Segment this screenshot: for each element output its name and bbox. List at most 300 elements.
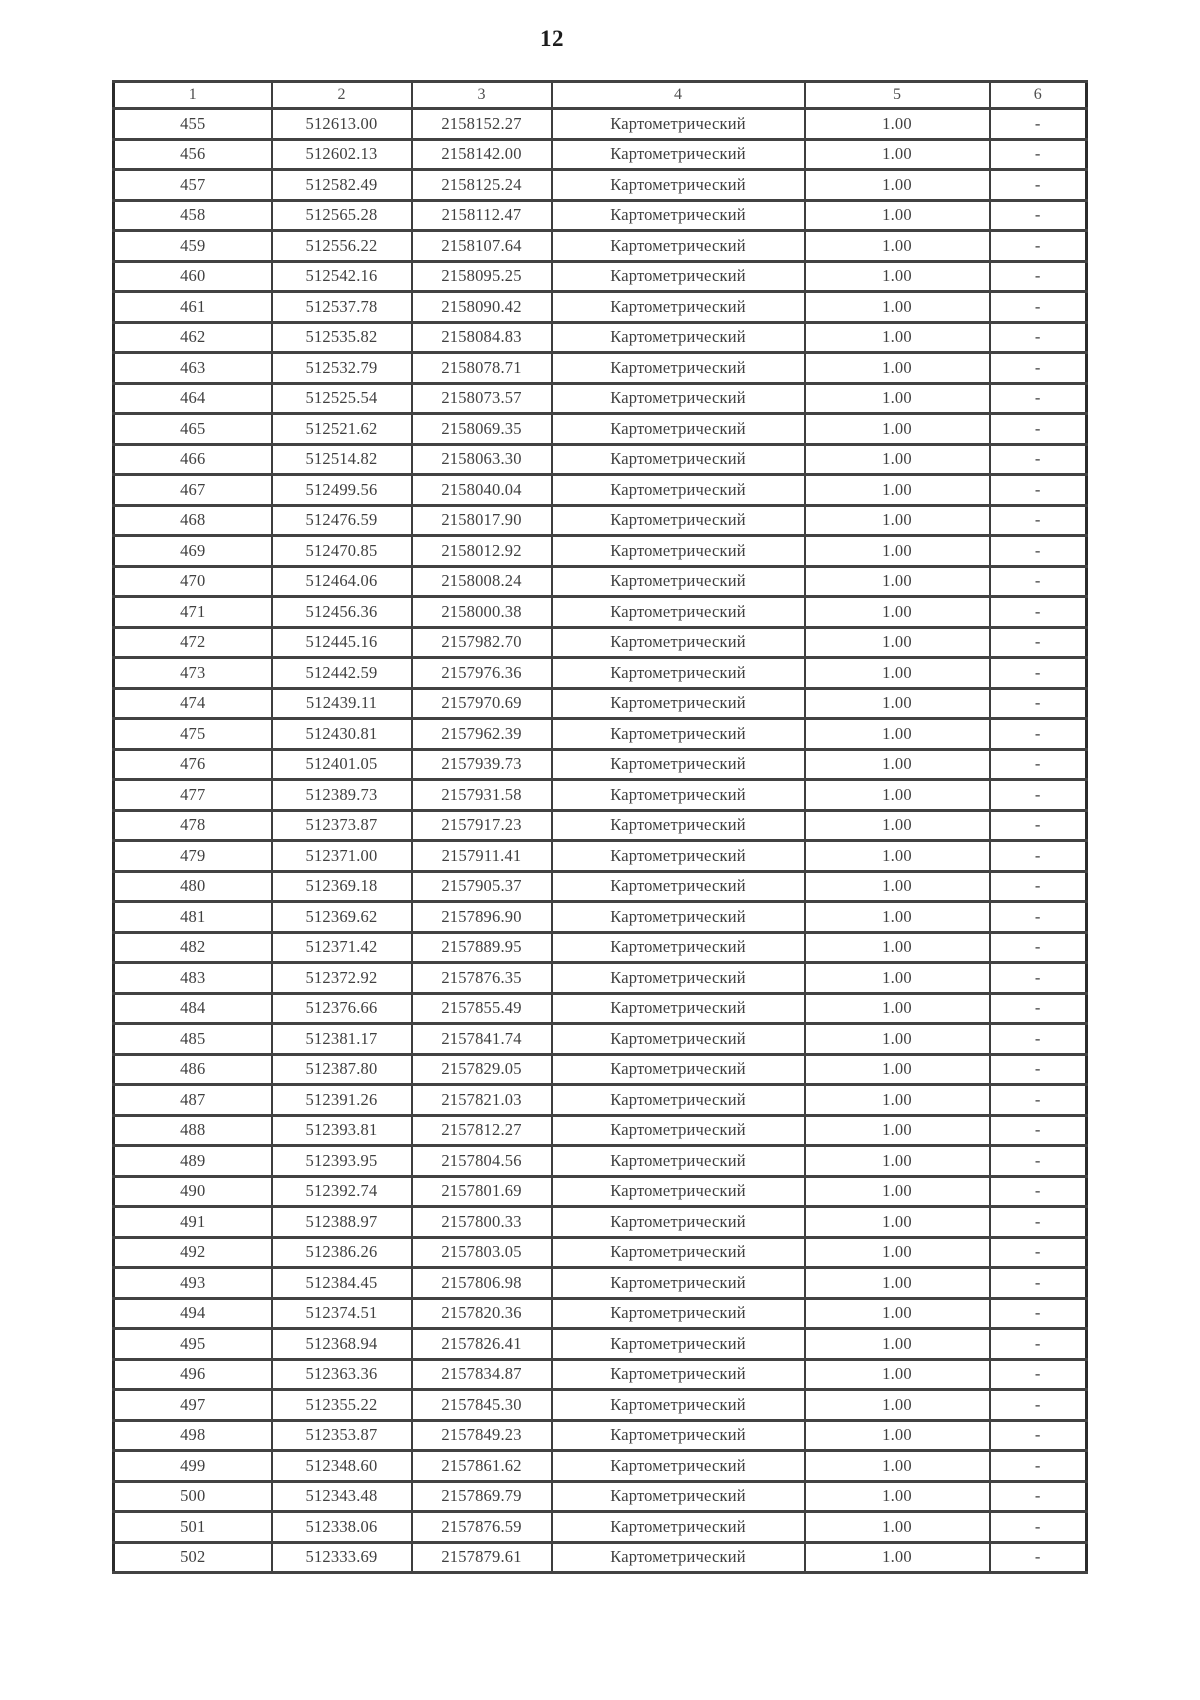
cell-coordinate-x: 512401.05 — [272, 749, 412, 780]
cell-accuracy: 1.00 — [805, 231, 990, 262]
cell-coordinate-x: 512525.54 — [272, 383, 412, 414]
table-row — [114, 1329, 1087, 1360]
table-row — [114, 536, 1087, 567]
cell-accuracy: 1.00 — [805, 841, 990, 872]
cell-coordinate-y: 2158107.64 — [412, 231, 552, 262]
cell-accuracy: 1.00 — [805, 1268, 990, 1299]
cell-coordinate-y: 2157876.35 — [412, 963, 552, 994]
cell-method: Картометрический — [552, 1329, 805, 1360]
cell-method: Картометрический — [552, 1359, 805, 1390]
table-body — [114, 109, 1087, 1573]
cell-method: Картометрический — [552, 383, 805, 414]
cell-coordinate-y: 2157982.70 — [412, 627, 552, 658]
cell-point-number: 489 — [114, 1146, 272, 1177]
cell-coordinate-x: 512391.26 — [272, 1085, 412, 1116]
cell-coordinate-y: 2157896.90 — [412, 902, 552, 933]
cell-coordinate-y: 2158063.30 — [412, 444, 552, 475]
cell-note: - — [990, 749, 1087, 780]
cell-coordinate-x: 512384.45 — [272, 1268, 412, 1299]
cell-method: Картометрический — [552, 1481, 805, 1512]
cell-accuracy: 1.00 — [805, 1024, 990, 1055]
cell-coordinate-y: 2157800.33 — [412, 1207, 552, 1238]
cell-coordinate-x: 512602.13 — [272, 139, 412, 170]
cell-note: - — [990, 1115, 1087, 1146]
cell-method: Картометрический — [552, 292, 805, 323]
table-row — [114, 1054, 1087, 1085]
cell-point-number: 490 — [114, 1176, 272, 1207]
table-row — [114, 810, 1087, 841]
cell-note: - — [990, 231, 1087, 262]
cell-coordinate-y: 2157803.05 — [412, 1237, 552, 1268]
cell-note: - — [990, 719, 1087, 750]
cell-point-number: 483 — [114, 963, 272, 994]
cell-point-number: 498 — [114, 1420, 272, 1451]
cell-coordinate-y: 2157849.23 — [412, 1420, 552, 1451]
cell-note: - — [990, 109, 1087, 140]
cell-note: - — [990, 353, 1087, 384]
cell-coordinate-y: 2158000.38 — [412, 597, 552, 628]
cell-method: Картометрический — [552, 688, 805, 719]
cell-point-number: 456 — [114, 139, 272, 170]
cell-coordinate-x: 512613.00 — [272, 109, 412, 140]
cell-point-number: 481 — [114, 902, 272, 933]
cell-point-number: 502 — [114, 1542, 272, 1573]
cell-accuracy: 1.00 — [805, 658, 990, 689]
cell-point-number: 478 — [114, 810, 272, 841]
cell-note: - — [990, 200, 1087, 231]
cell-method: Картометрический — [552, 841, 805, 872]
cell-coordinate-y: 2157970.69 — [412, 688, 552, 719]
cell-method: Картометрический — [552, 1085, 805, 1116]
cell-coordinate-x: 512470.85 — [272, 536, 412, 567]
table-row — [114, 1542, 1087, 1573]
cell-accuracy: 1.00 — [805, 1237, 990, 1268]
cell-coordinate-x: 512388.97 — [272, 1207, 412, 1238]
cell-coordinate-y: 2158069.35 — [412, 414, 552, 445]
cell-coordinate-x: 512537.78 — [272, 292, 412, 323]
cell-coordinate-y: 2157962.39 — [412, 719, 552, 750]
table-row — [114, 658, 1087, 689]
cell-method: Картометрический — [552, 139, 805, 170]
cell-accuracy: 1.00 — [805, 1298, 990, 1329]
cell-point-number: 460 — [114, 261, 272, 292]
cell-note: - — [990, 1268, 1087, 1299]
cell-coordinate-x: 512343.48 — [272, 1481, 412, 1512]
cell-note: - — [990, 322, 1087, 353]
cell-method: Картометрический — [552, 231, 805, 262]
cell-coordinate-x: 512556.22 — [272, 231, 412, 262]
cell-coordinate-y: 2157855.49 — [412, 993, 552, 1024]
table-row — [114, 1512, 1087, 1543]
cell-accuracy: 1.00 — [805, 1115, 990, 1146]
cell-point-number: 476 — [114, 749, 272, 780]
cell-coordinate-x: 512374.51 — [272, 1298, 412, 1329]
cell-accuracy: 1.00 — [805, 261, 990, 292]
cell-method: Картометрический — [552, 322, 805, 353]
cell-method: Картометрический — [552, 109, 805, 140]
cell-point-number: 479 — [114, 841, 272, 872]
cell-note: - — [990, 1512, 1087, 1543]
cell-method: Картометрический — [552, 993, 805, 1024]
cell-coordinate-y: 2157869.79 — [412, 1481, 552, 1512]
cell-coordinate-x: 512464.06 — [272, 566, 412, 597]
cell-coordinate-y: 2157821.03 — [412, 1085, 552, 1116]
cell-coordinate-x: 512456.36 — [272, 597, 412, 628]
table-row — [114, 597, 1087, 628]
cell-coordinate-x: 512535.82 — [272, 322, 412, 353]
cell-accuracy: 1.00 — [805, 322, 990, 353]
cell-method: Картометрический — [552, 1115, 805, 1146]
cell-coordinate-x: 512442.59 — [272, 658, 412, 689]
cell-method: Картометрический — [552, 536, 805, 567]
cell-point-number: 466 — [114, 444, 272, 475]
cell-note: - — [990, 566, 1087, 597]
table-row — [114, 1359, 1087, 1390]
table-row — [114, 1268, 1087, 1299]
cell-method: Картометрический — [552, 566, 805, 597]
cell-point-number: 457 — [114, 170, 272, 201]
cell-accuracy: 1.00 — [805, 810, 990, 841]
cell-coordinate-y: 2157931.58 — [412, 780, 552, 811]
cell-point-number: 488 — [114, 1115, 272, 1146]
cell-coordinate-x: 512369.18 — [272, 871, 412, 902]
cell-accuracy: 1.00 — [805, 1420, 990, 1451]
cell-note: - — [990, 505, 1087, 536]
cell-note: - — [990, 383, 1087, 414]
cell-method: Картометрический — [552, 505, 805, 536]
cell-coordinate-x: 512565.28 — [272, 200, 412, 231]
cell-method: Картометрический — [552, 1176, 805, 1207]
cell-coordinate-y: 2158142.00 — [412, 139, 552, 170]
cell-method: Картометрический — [552, 810, 805, 841]
cell-coordinate-y: 2157806.98 — [412, 1268, 552, 1299]
cell-coordinate-y: 2157826.41 — [412, 1329, 552, 1360]
cell-coordinate-y: 2157820.36 — [412, 1298, 552, 1329]
column-header-4: 4 — [552, 82, 805, 109]
table-row — [114, 261, 1087, 292]
cell-note: - — [990, 1542, 1087, 1573]
cell-method: Картометрический — [552, 749, 805, 780]
cell-point-number: 501 — [114, 1512, 272, 1543]
table-row — [114, 1420, 1087, 1451]
cell-note: - — [990, 871, 1087, 902]
cell-accuracy: 1.00 — [805, 627, 990, 658]
cell-point-number: 470 — [114, 566, 272, 597]
cell-accuracy: 1.00 — [805, 566, 990, 597]
cell-method: Картометрический — [552, 932, 805, 963]
cell-accuracy: 1.00 — [805, 871, 990, 902]
cell-accuracy: 1.00 — [805, 475, 990, 506]
table-row — [114, 1024, 1087, 1055]
cell-coordinate-y: 2158084.83 — [412, 322, 552, 353]
cell-accuracy: 1.00 — [805, 932, 990, 963]
cell-method: Картометрический — [552, 871, 805, 902]
table-row — [114, 871, 1087, 902]
cell-note: - — [990, 932, 1087, 963]
table-header-row — [114, 82, 1087, 109]
cell-note: - — [990, 536, 1087, 567]
cell-point-number: 473 — [114, 658, 272, 689]
column-header-3: 3 — [412, 82, 552, 109]
cell-note: - — [990, 444, 1087, 475]
cell-point-number: 494 — [114, 1298, 272, 1329]
table-row — [114, 383, 1087, 414]
cell-accuracy: 1.00 — [805, 902, 990, 933]
cell-note: - — [990, 1054, 1087, 1085]
cell-coordinate-x: 512381.17 — [272, 1024, 412, 1055]
cell-point-number: 471 — [114, 597, 272, 628]
cell-method: Картометрический — [552, 1390, 805, 1421]
cell-method: Картометрический — [552, 444, 805, 475]
cell-accuracy: 1.00 — [805, 414, 990, 445]
cell-coordinate-x: 512430.81 — [272, 719, 412, 750]
cell-note: - — [990, 1207, 1087, 1238]
cell-accuracy: 1.00 — [805, 505, 990, 536]
cell-point-number: 465 — [114, 414, 272, 445]
cell-method: Картометрический — [552, 719, 805, 750]
cell-accuracy: 1.00 — [805, 292, 990, 323]
cell-note: - — [990, 963, 1087, 994]
cell-point-number: 499 — [114, 1451, 272, 1482]
page-number: 12 — [540, 26, 564, 51]
cell-note: - — [990, 292, 1087, 323]
cell-method: Картометрический — [552, 1207, 805, 1238]
cell-accuracy: 1.00 — [805, 1054, 990, 1085]
cell-coordinate-x: 512373.87 — [272, 810, 412, 841]
cell-coordinate-x: 512363.36 — [272, 1359, 412, 1390]
cell-coordinate-y: 2157905.37 — [412, 871, 552, 902]
cell-accuracy: 1.00 — [805, 170, 990, 201]
cell-coordinate-y: 2157834.87 — [412, 1359, 552, 1390]
cell-accuracy: 1.00 — [805, 780, 990, 811]
cell-method: Картометрический — [552, 1237, 805, 1268]
cell-coordinate-x: 512376.66 — [272, 993, 412, 1024]
cell-accuracy: 1.00 — [805, 1481, 990, 1512]
cell-accuracy: 1.00 — [805, 200, 990, 231]
cell-point-number: 463 — [114, 353, 272, 384]
cell-coordinate-x: 512368.94 — [272, 1329, 412, 1360]
table-row — [114, 139, 1087, 170]
cell-method: Картометрический — [552, 170, 805, 201]
cell-coordinate-y: 2157804.56 — [412, 1146, 552, 1177]
cell-method: Картометрический — [552, 902, 805, 933]
cell-note: - — [990, 1481, 1087, 1512]
cell-point-number: 477 — [114, 780, 272, 811]
cell-method: Картометрический — [552, 200, 805, 231]
cell-point-number: 467 — [114, 475, 272, 506]
table-row — [114, 1146, 1087, 1177]
cell-accuracy: 1.00 — [805, 1512, 990, 1543]
cell-coordinate-y: 2157801.69 — [412, 1176, 552, 1207]
table-row — [114, 1298, 1087, 1329]
cell-accuracy: 1.00 — [805, 1390, 990, 1421]
cell-method: Картометрический — [552, 1024, 805, 1055]
cell-note: - — [990, 414, 1087, 445]
cell-point-number: 474 — [114, 688, 272, 719]
cell-note: - — [990, 841, 1087, 872]
cell-point-number: 497 — [114, 1390, 272, 1421]
cell-point-number: 482 — [114, 932, 272, 963]
cell-accuracy: 1.00 — [805, 1329, 990, 1360]
table-row — [114, 109, 1087, 140]
cell-coordinate-x: 512338.06 — [272, 1512, 412, 1543]
cell-method: Картометрический — [552, 414, 805, 445]
cell-coordinate-y: 2157876.59 — [412, 1512, 552, 1543]
cell-point-number: 469 — [114, 536, 272, 567]
cell-coordinate-y: 2158090.42 — [412, 292, 552, 323]
cell-point-number: 492 — [114, 1237, 272, 1268]
table-row — [114, 292, 1087, 323]
cell-note: - — [990, 658, 1087, 689]
cell-coordinate-x: 512371.00 — [272, 841, 412, 872]
table-row — [114, 627, 1087, 658]
cell-method: Картометрический — [552, 353, 805, 384]
cell-accuracy: 1.00 — [805, 1146, 990, 1177]
cell-accuracy: 1.00 — [805, 383, 990, 414]
cell-method: Картометрический — [552, 1298, 805, 1329]
cell-coordinate-y: 2158012.92 — [412, 536, 552, 567]
table-row — [114, 993, 1087, 1024]
cell-coordinate-y: 2157861.62 — [412, 1451, 552, 1482]
table-row — [114, 780, 1087, 811]
cell-point-number: 464 — [114, 383, 272, 414]
cell-method: Картометрический — [552, 1512, 805, 1543]
cell-method: Картометрический — [552, 780, 805, 811]
table-row — [114, 322, 1087, 353]
cell-note: - — [990, 170, 1087, 201]
cell-coordinate-x: 512372.92 — [272, 963, 412, 994]
cell-coordinate-y: 2157829.05 — [412, 1054, 552, 1085]
cell-note: - — [990, 627, 1087, 658]
cell-accuracy: 1.00 — [805, 1451, 990, 1482]
cell-method: Картометрический — [552, 1451, 805, 1482]
cell-coordinate-y: 2157917.23 — [412, 810, 552, 841]
cell-note: - — [990, 688, 1087, 719]
cell-accuracy: 1.00 — [805, 597, 990, 628]
cell-coordinate-x: 512369.62 — [272, 902, 412, 933]
table-row — [114, 1451, 1087, 1482]
cell-note: - — [990, 902, 1087, 933]
cell-coordinate-x: 512392.74 — [272, 1176, 412, 1207]
cell-accuracy: 1.00 — [805, 139, 990, 170]
table-row — [114, 688, 1087, 719]
cell-point-number: 484 — [114, 993, 272, 1024]
cell-coordinate-y: 2158125.24 — [412, 170, 552, 201]
table-row — [114, 475, 1087, 506]
cell-note: - — [990, 1085, 1087, 1116]
table-row — [114, 1207, 1087, 1238]
cell-coordinate-x: 512542.16 — [272, 261, 412, 292]
cell-accuracy: 1.00 — [805, 1176, 990, 1207]
cell-coordinate-x: 512521.62 — [272, 414, 412, 445]
cell-accuracy: 1.00 — [805, 353, 990, 384]
table-row — [114, 749, 1087, 780]
cell-coordinate-x: 512532.79 — [272, 353, 412, 384]
cell-note: - — [990, 1237, 1087, 1268]
cell-coordinate-x: 512371.42 — [272, 932, 412, 963]
cell-coordinate-y: 2158152.27 — [412, 109, 552, 140]
cell-coordinate-x: 512445.16 — [272, 627, 412, 658]
cell-note: - — [990, 1298, 1087, 1329]
cell-accuracy: 1.00 — [805, 1359, 990, 1390]
cell-coordinate-y: 2158073.57 — [412, 383, 552, 414]
cell-point-number: 461 — [114, 292, 272, 323]
cell-point-number: 496 — [114, 1359, 272, 1390]
cell-coordinate-y: 2157812.27 — [412, 1115, 552, 1146]
cell-point-number: 487 — [114, 1085, 272, 1116]
cell-note: - — [990, 597, 1087, 628]
table-row — [114, 719, 1087, 750]
cell-accuracy: 1.00 — [805, 1085, 990, 1116]
cell-method: Картометрический — [552, 658, 805, 689]
table-row — [114, 231, 1087, 262]
cell-note: - — [990, 1451, 1087, 1482]
cell-coordinate-x: 512387.80 — [272, 1054, 412, 1085]
cell-coordinate-y: 2157889.95 — [412, 932, 552, 963]
cell-method: Картометрический — [552, 963, 805, 994]
cell-method: Картометрический — [552, 1146, 805, 1177]
table-row — [114, 353, 1087, 384]
cell-accuracy: 1.00 — [805, 688, 990, 719]
cell-accuracy: 1.00 — [805, 536, 990, 567]
cell-method: Картометрический — [552, 261, 805, 292]
cell-coordinate-x: 512348.60 — [272, 1451, 412, 1482]
cell-note: - — [990, 139, 1087, 170]
table-row — [114, 1115, 1087, 1146]
column-header-6: 6 — [990, 82, 1087, 109]
cell-note: - — [990, 1359, 1087, 1390]
table-row — [114, 444, 1087, 475]
cell-point-number: 493 — [114, 1268, 272, 1299]
cell-coordinate-x: 512476.59 — [272, 505, 412, 536]
coordinates-table — [112, 80, 1088, 1574]
cell-method: Картометрический — [552, 597, 805, 628]
cell-accuracy: 1.00 — [805, 963, 990, 994]
cell-coordinate-y: 2157976.36 — [412, 658, 552, 689]
cell-point-number: 459 — [114, 231, 272, 262]
table-row — [114, 200, 1087, 231]
cell-coordinate-x: 512393.95 — [272, 1146, 412, 1177]
cell-coordinate-y: 2158078.71 — [412, 353, 552, 384]
cell-coordinate-y: 2158017.90 — [412, 505, 552, 536]
cell-point-number: 475 — [114, 719, 272, 750]
cell-coordinate-x: 512355.22 — [272, 1390, 412, 1421]
table-row — [114, 902, 1087, 933]
cell-coordinate-x: 512582.49 — [272, 170, 412, 201]
table-row — [114, 841, 1087, 872]
table-row — [114, 963, 1087, 994]
cell-accuracy: 1.00 — [805, 444, 990, 475]
cell-point-number: 462 — [114, 322, 272, 353]
table-row — [114, 1390, 1087, 1421]
table-row — [114, 566, 1087, 597]
cell-coordinate-x: 512353.87 — [272, 1420, 412, 1451]
cell-note: - — [990, 1420, 1087, 1451]
cell-note: - — [990, 810, 1087, 841]
cell-accuracy: 1.00 — [805, 993, 990, 1024]
cell-point-number: 472 — [114, 627, 272, 658]
column-header-5: 5 — [805, 82, 990, 109]
cell-note: - — [990, 1176, 1087, 1207]
cell-coordinate-y: 2158040.04 — [412, 475, 552, 506]
cell-coordinate-x: 512499.56 — [272, 475, 412, 506]
cell-coordinate-y: 2157939.73 — [412, 749, 552, 780]
cell-point-number: 500 — [114, 1481, 272, 1512]
table-row — [114, 1176, 1087, 1207]
cell-method: Картометрический — [552, 1054, 805, 1085]
cell-coordinate-x: 512439.11 — [272, 688, 412, 719]
cell-method: Картометрический — [552, 627, 805, 658]
